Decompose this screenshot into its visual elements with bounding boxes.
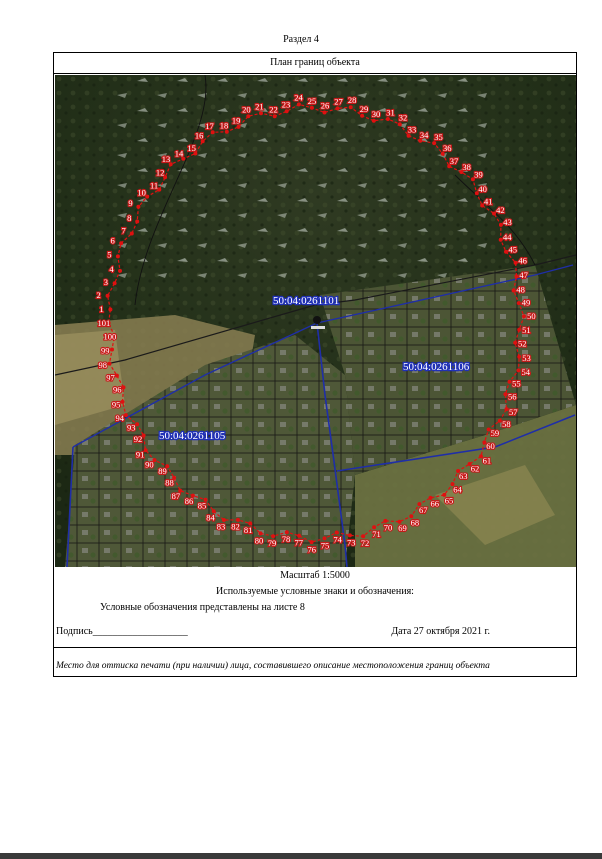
boundary-point xyxy=(522,314,526,318)
boundary-point-label: 13 xyxy=(161,154,171,165)
stamp-divider xyxy=(54,647,576,648)
boundary-point-label: 54 xyxy=(521,366,530,377)
boundary-point-label: 14 xyxy=(174,148,184,159)
boundary-point-label: 64 xyxy=(453,484,462,495)
boundary-point xyxy=(372,119,376,123)
boundary-point-label: 67 xyxy=(419,505,428,515)
boundary-point-label: 18 xyxy=(219,120,229,131)
boundary-point-label: 10 xyxy=(137,187,146,198)
boundary-point-label: 87 xyxy=(171,491,181,502)
boundary-point xyxy=(517,328,521,332)
signature-field xyxy=(56,626,188,637)
boundary-point xyxy=(310,106,314,110)
boundary-point-label: 72 xyxy=(360,538,370,549)
boundary-point-label: 82 xyxy=(231,521,240,532)
boundary-point-label: 56 xyxy=(508,391,517,402)
boundary-point xyxy=(118,269,122,273)
boundary-point xyxy=(499,223,503,227)
boundary-point-label: 88 xyxy=(165,477,174,488)
bottom-bar xyxy=(0,853,602,859)
section-title: Раздел 4 xyxy=(283,34,319,45)
boundary-point-label: 36 xyxy=(443,143,452,154)
boundary-point xyxy=(108,308,112,312)
boundary-point-label: 3 xyxy=(103,276,109,287)
boundary-point xyxy=(110,348,114,352)
boundary-point xyxy=(508,380,512,384)
boundary-point-label: 8 xyxy=(127,213,132,224)
boundary-point-label: 95 xyxy=(111,399,121,410)
boundary-point-label: 68 xyxy=(410,517,420,528)
boundary-point-label: 65 xyxy=(444,495,454,506)
boundary-point-label: 20 xyxy=(242,104,251,115)
boundary-point-label: 51 xyxy=(522,325,531,335)
legend-title: Используемые условные знаки и обозначения: xyxy=(216,586,414,597)
satellite-map[interactable] xyxy=(55,75,576,567)
boundary-point-label: 30 xyxy=(371,109,381,120)
boundary-point-label: 48 xyxy=(516,284,525,295)
boundary-point-label: 6 xyxy=(110,235,115,246)
boundary-point-label: 32 xyxy=(398,112,408,123)
boundary-point-label: 34 xyxy=(419,129,429,140)
boundary-point xyxy=(336,106,340,110)
boundary-point xyxy=(122,385,126,389)
boundary-point-label: 59 xyxy=(490,428,500,438)
boundary-point xyxy=(512,289,516,293)
boundary-point-label: 22 xyxy=(269,104,278,115)
boundary-point-label: 17 xyxy=(205,121,214,132)
boundary-point-label: 11 xyxy=(150,180,159,191)
boundary-point xyxy=(136,205,140,209)
boundary-point-label: 39 xyxy=(474,169,483,180)
boundary-point-label: 98 xyxy=(98,359,107,370)
parcel-centroid-marker xyxy=(313,316,321,324)
boundary-point-label: 92 xyxy=(133,434,143,445)
boundary-point-label: 27 xyxy=(334,96,343,107)
boundary-point-label: 16 xyxy=(194,130,204,141)
boundary-point-label: 55 xyxy=(512,378,521,389)
boundary-point-label: 86 xyxy=(184,496,194,507)
boundary-point-label: 80 xyxy=(254,535,264,546)
boundary-point xyxy=(285,109,289,113)
parcel-label-50-04-0261106: 50:04:0261106 xyxy=(403,361,470,373)
boundary-point-label: 101 xyxy=(97,317,111,328)
boundary-point xyxy=(135,220,139,224)
boundary-point-label: 52 xyxy=(518,338,527,349)
boundary-point-label: 76 xyxy=(307,544,316,555)
boundary-point xyxy=(349,105,353,109)
boundary-point-label: 33 xyxy=(407,124,417,135)
boundary-point xyxy=(113,281,117,285)
boundary-point-label: 93 xyxy=(127,422,136,433)
boundary-point-label: 75 xyxy=(320,540,330,551)
boundary-point-label: 4 xyxy=(109,264,114,275)
boundary-point-label: 99 xyxy=(101,345,110,356)
boundary-point-label: 94 xyxy=(115,413,124,424)
plan-frame xyxy=(53,52,577,677)
boundary-point-label: 41 xyxy=(484,196,493,207)
boundary-point-label: 58 xyxy=(502,418,511,429)
boundary-point xyxy=(106,294,110,298)
boundary-point-label: 7 xyxy=(121,225,126,236)
boundary-point-label: 5 xyxy=(107,249,112,260)
boundary-point-label: 90 xyxy=(145,459,154,470)
boundary-point-label: 84 xyxy=(206,512,215,523)
boundary-point xyxy=(119,241,123,245)
boundary-point-label: 91 xyxy=(135,449,145,460)
boundary-point xyxy=(259,111,263,115)
boundary-point xyxy=(514,261,518,265)
boundary-point-label: 29 xyxy=(359,104,369,114)
boundary-point xyxy=(121,400,125,404)
boundary-point-label: 23 xyxy=(281,99,291,110)
boundary-point-label: 89 xyxy=(158,465,167,476)
boundary-point-label: 96 xyxy=(113,384,122,395)
boundary-point-label: 9 xyxy=(128,198,133,208)
boundary-point-label: 79 xyxy=(267,538,277,549)
boundary-point-label: 53 xyxy=(522,352,531,363)
boundary-point xyxy=(515,274,519,278)
boundary-point xyxy=(505,407,509,411)
boundary-point xyxy=(115,374,119,378)
boundary-point xyxy=(517,301,521,305)
boundary-point-label: 38 xyxy=(462,162,471,173)
boundary-point-label: 78 xyxy=(281,534,291,544)
boundary-point-label: 42 xyxy=(496,204,505,215)
boundary-point-label: 26 xyxy=(320,100,330,111)
signature-label: Подпись xyxy=(56,626,93,637)
boundary-point-label: 81 xyxy=(243,524,253,535)
boundary-point xyxy=(386,117,390,121)
boundary-point-label: 43 xyxy=(503,216,512,227)
boundary-point-label: 100 xyxy=(103,331,117,342)
boundary-point xyxy=(504,250,508,254)
boundary-point-label: 15 xyxy=(187,143,196,153)
boundary-point xyxy=(297,102,301,106)
boundary-point-label: 1 xyxy=(99,304,104,315)
scale-caption: Масштаб 1:5000 xyxy=(280,570,350,581)
boundary-point-label: 69 xyxy=(398,523,407,534)
boundary-point xyxy=(273,114,277,118)
boundary-point-label: 97 xyxy=(106,372,115,383)
boundary-point-label: 50 xyxy=(527,311,536,322)
map-canvas[interactable] xyxy=(55,75,576,567)
boundary-point-label: 62 xyxy=(470,463,480,474)
boundary-point-label: 70 xyxy=(383,522,393,533)
signature-line: ___________________ xyxy=(92,626,188,637)
boundary-point xyxy=(237,125,241,129)
boundary-point-label: 83 xyxy=(216,521,226,532)
boundary-point-label: 63 xyxy=(459,470,468,481)
boundary-point-label: 2 xyxy=(96,289,101,300)
boundary-point xyxy=(323,111,327,115)
boundary-point-label: 73 xyxy=(347,537,356,548)
boundary-point-label: 28 xyxy=(347,95,357,106)
boundary-point-label: 57 xyxy=(509,406,518,417)
boundary-point xyxy=(360,114,364,118)
boundary-point xyxy=(124,413,128,417)
boundary-point xyxy=(517,368,521,372)
centroid-label-box xyxy=(311,326,325,329)
boundary-point-label: 61 xyxy=(482,455,492,466)
boundary-point xyxy=(517,355,521,359)
boundary-point xyxy=(108,362,112,366)
boundary-point-label: 35 xyxy=(434,132,443,143)
boundary-point-label: 37 xyxy=(449,156,459,167)
boundary-point-label: 60 xyxy=(486,441,495,452)
boundary-point-label: 47 xyxy=(519,269,528,280)
boundary-point-label: 44 xyxy=(503,232,512,243)
boundary-point-label: 46 xyxy=(518,255,527,266)
boundary-point xyxy=(135,422,139,426)
boundary-point-label: 25 xyxy=(307,95,317,106)
parcel-label-50-04-0261105: 50:04:0261105 xyxy=(159,430,226,442)
parcel-label-50-04-0261101: 50:04:0261101 xyxy=(273,295,340,307)
boundary-point-label: 21 xyxy=(255,101,264,112)
boundary-point-label: 31 xyxy=(386,107,395,118)
boundary-point xyxy=(116,254,120,258)
stamp-caption: Место для оттиска печати (при наличии) лица, составившего описание местоположения границ объекта xyxy=(56,661,490,671)
boundary-point-label: 74 xyxy=(333,534,342,545)
boundary-point-label: 24 xyxy=(294,92,303,103)
date-field: Дата 27 октября 2021 г. xyxy=(391,626,490,637)
boundary-point-label: 49 xyxy=(521,297,531,308)
legend-note: Условные обозначения представлены на листе 8 xyxy=(100,602,305,613)
boundary-point xyxy=(398,122,402,126)
boundary-point-label: 77 xyxy=(294,537,303,548)
boundary-point-label: 40 xyxy=(478,184,487,195)
boundary-point-label: 66 xyxy=(430,498,439,509)
boundary-point-label: 19 xyxy=(231,115,241,126)
boundary-point-label: 12 xyxy=(155,167,165,178)
boundary-point xyxy=(513,341,517,345)
plan-header: План границ объекта xyxy=(54,53,576,74)
boundary-point-label: 45 xyxy=(508,244,517,255)
boundary-point xyxy=(503,392,507,396)
boundary-point xyxy=(130,232,134,236)
boundary-point-label: 71 xyxy=(372,528,381,539)
boundary-point-label: 85 xyxy=(197,500,207,511)
boundary-point xyxy=(246,114,250,118)
